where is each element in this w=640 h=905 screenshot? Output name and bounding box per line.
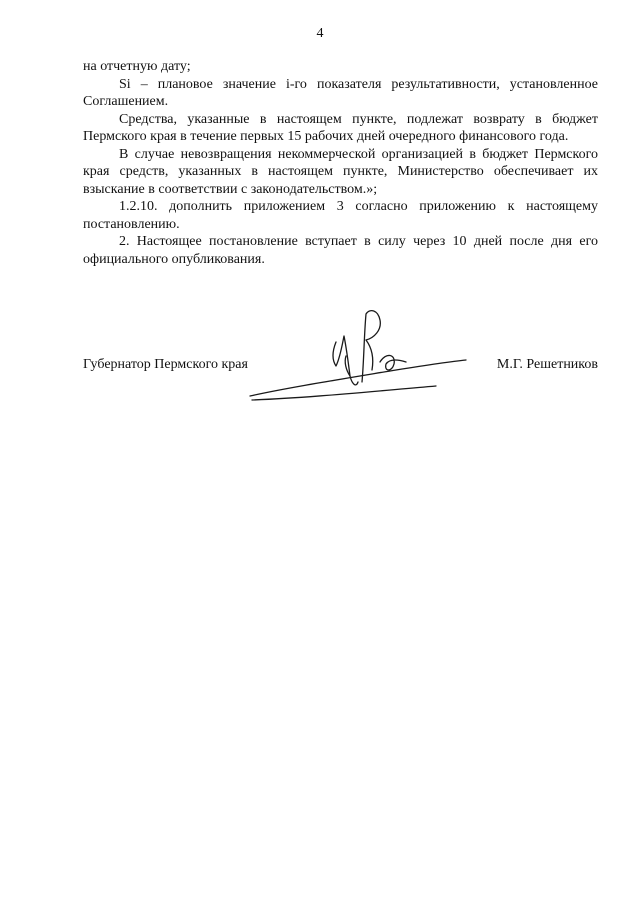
paragraph-non-return: В случае невозвращения некоммерческой организацией в бюджет Пермского края средств, указанных в настоящем пункте, Министерство обеспечивает их взыскание в соответствии с законодательством.»; [83, 146, 598, 197]
document-body [83, 58, 598, 268]
paragraph-continuation: на отчетную дату; [83, 59, 191, 74]
paragraph-si-definition: Si – плановое значение i-го показателя результативности, установленное Соглашением. [83, 76, 598, 109]
signer-position: Губернатор Пермского края [83, 357, 248, 372]
handwritten-signature-icon [246, 300, 470, 408]
paragraph-appendix-item: 1.2.10. дополнить приложением 3 согласно приложению к настоящему постановлению. [83, 199, 598, 232]
paragraph-refund-term: Средства, указанные в настоящем пункте, подлежат возврату в бюджет Пермского края в течение первых 15 рабочих дней очередного финансового года. [83, 111, 598, 144]
page-number: 4 [316, 26, 324, 41]
paragraph-effective-date: 2. Настоящее постановление вступает в силу через 10 дней после дня его официального опубликования. [83, 234, 598, 267]
signer-name: М.Г. Решетников [496, 357, 598, 372]
